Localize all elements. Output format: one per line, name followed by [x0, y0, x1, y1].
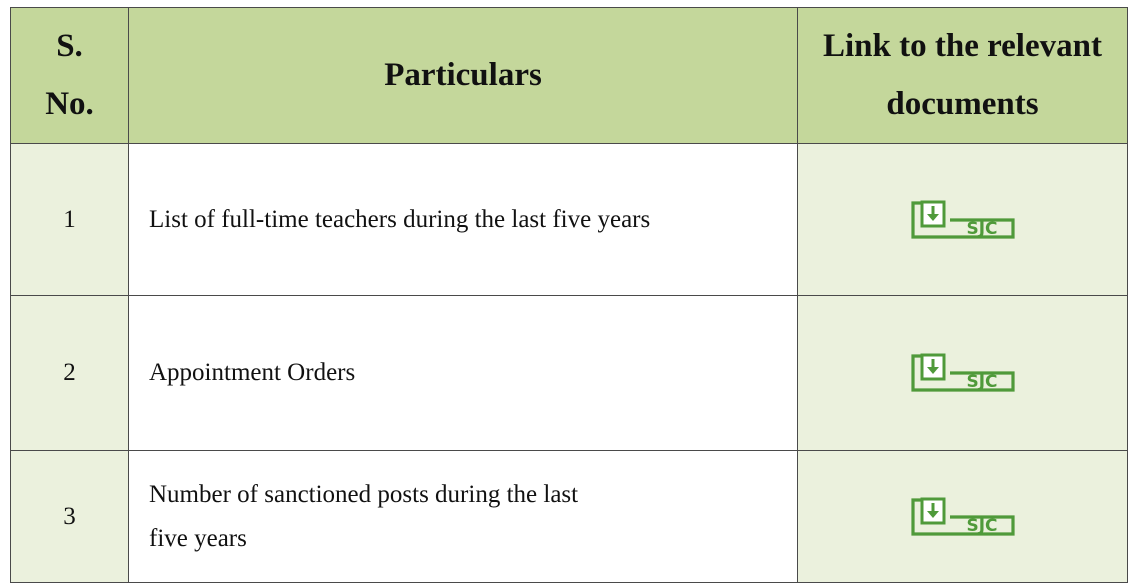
row-particulars — [129, 451, 798, 583]
row-serial-number: 1 — [11, 144, 129, 296]
sjc-icon-text: SJC — [965, 372, 998, 392]
header-sno-line2: No. — [45, 85, 94, 122]
header-link-to-documents — [798, 8, 1128, 144]
sjc-icon-text: SJC — [965, 515, 998, 536]
sjc-document-download-icon[interactable] — [910, 200, 1016, 240]
sjc-icon-text: SJC — [965, 218, 998, 239]
row-serial-number: 3 — [11, 451, 129, 583]
header-sno-line1: S. — [56, 27, 83, 64]
sjc-document-download-icon[interactable] — [910, 497, 1016, 537]
row-particulars — [129, 296, 798, 451]
header-serial-number — [11, 8, 129, 144]
table-row — [11, 144, 1128, 296]
row-particulars-line2: five years — [149, 524, 247, 552]
row-particulars-line1: Number of sanctioned posts during the last — [149, 480, 579, 508]
table-header-row — [11, 8, 1128, 144]
table-row — [11, 451, 1128, 583]
sjc-document-download-icon[interactable] — [910, 353, 1016, 393]
row-particulars-line1: Appointment Orders — [149, 359, 356, 387]
header-link-line1: Link to the relevant — [823, 27, 1102, 64]
row-serial-number: 2 — [11, 296, 129, 451]
row-particulars-line1: List of full-time teachers during the last five years — [149, 205, 651, 233]
header-particulars: Particulars — [129, 8, 798, 144]
row-document-link[interactable] — [798, 451, 1128, 583]
documents-table — [10, 7, 1128, 583]
row-document-link[interactable] — [798, 296, 1128, 451]
row-particulars — [129, 144, 798, 296]
header-link-line2: documents — [886, 85, 1039, 122]
table-row — [11, 296, 1128, 451]
row-document-link[interactable] — [798, 144, 1128, 296]
